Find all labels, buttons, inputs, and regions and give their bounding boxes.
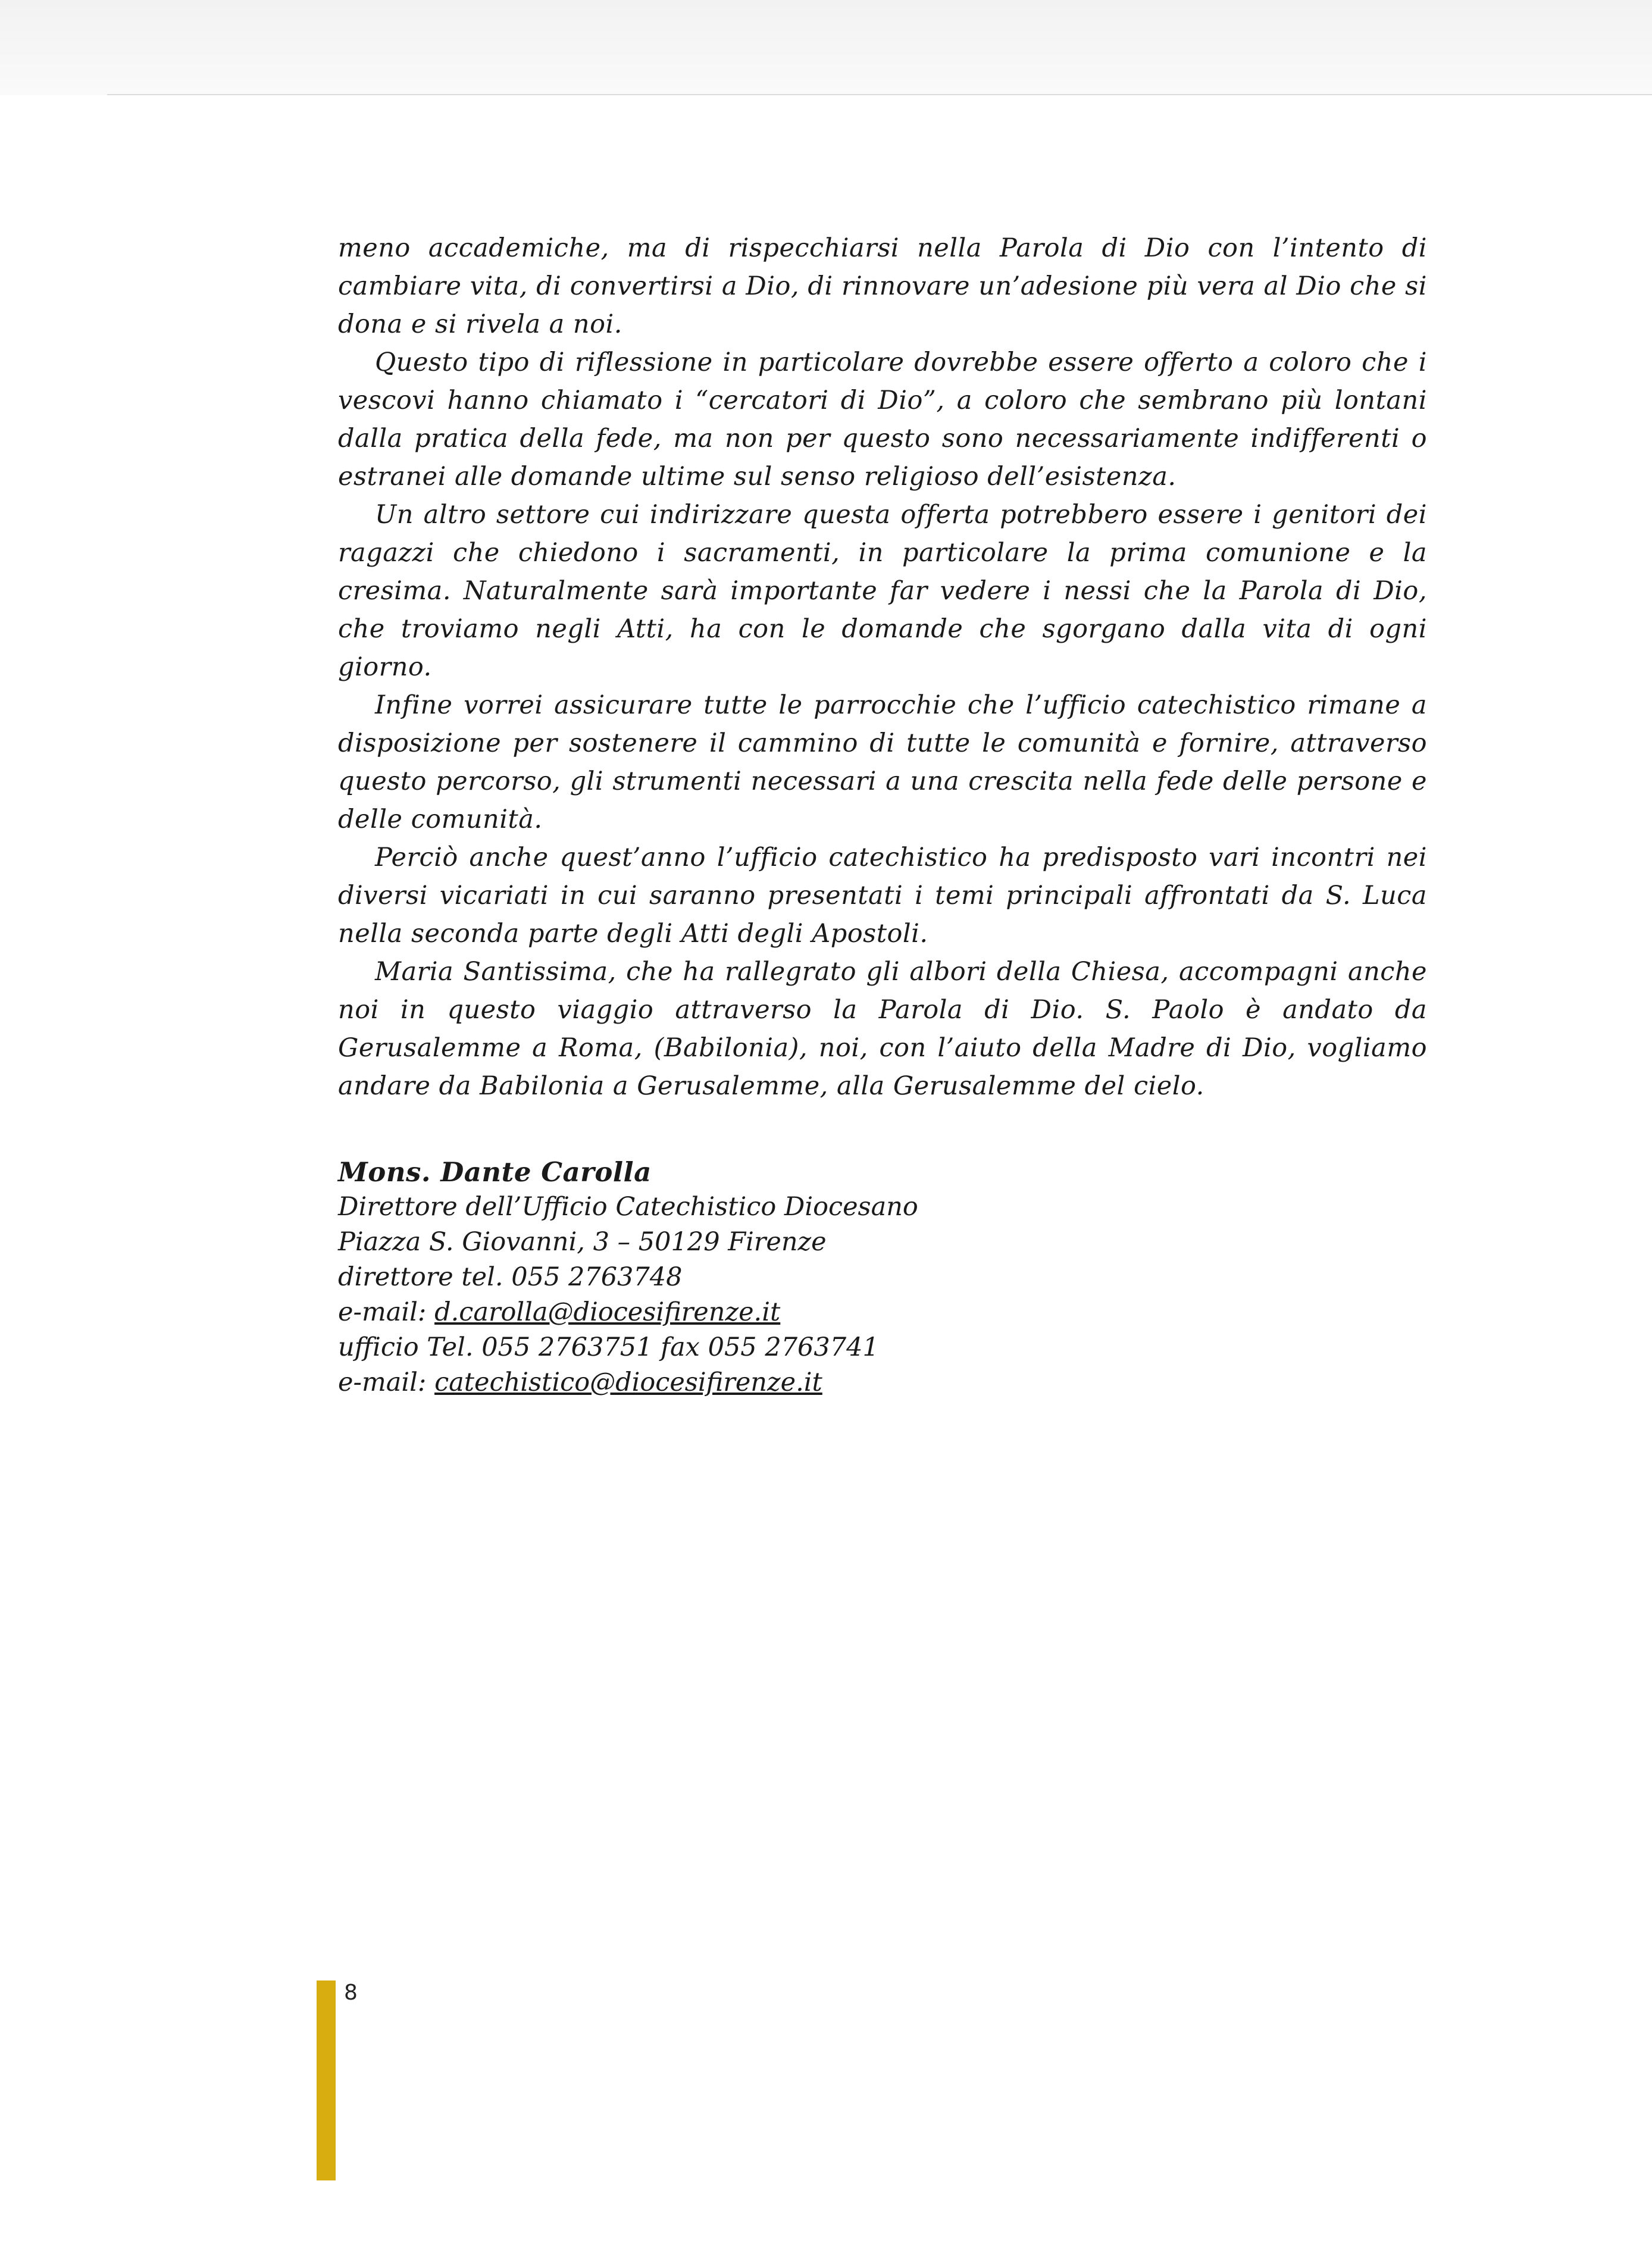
page-number: 8 xyxy=(344,1980,358,2005)
office-phone: 055 2763751 xyxy=(481,1332,653,1362)
paragraph: Un altro settore cui indirizzare questa offerta potrebbero essere i genitori dei ragazzi che chiedono i sacramenti, in particolare la prima comunione e la cresima. Naturalmente sarà importante far vedere i nessi che la Parola di Dio, che troviamo negli Atti, ha con le domande che sgorgano dalla vita di ogni giorno. xyxy=(338,500,1427,682)
paragraph: Maria Santissima, che ha rallegrato gli albori della Chiesa, accompagni anche noi in questo viaggio attraverso la Parola di Dio. S. Paolo è andato da Gerusalemme a Roma, (Babilonia), noi, con l’aiuto della Madre di Dio, vogliamo andare da Babilonia a Gerusalemme, alla Gerusalemme del cielo. xyxy=(338,957,1427,1101)
scan-background xyxy=(0,0,1652,95)
paragraph: Perciò anche quest’anno l’ufficio catechistico ha predisposto vari incontri nei diversi vicariati in cui saranno presentati i temi principali affrontati da S. Luca nella seconda parte degli Atti degli Apostoli. xyxy=(338,843,1427,949)
office-fax-label: fax xyxy=(661,1332,700,1362)
email-link-carolla[interactable]: d.carolla@diocesifirenze.it xyxy=(434,1297,781,1327)
paragraph: meno accademiche, ma di rispecchiarsi nella Parola di Dio con l’intento di cambiare vita, di convertirsi a Dio, di rinnovare un’adesione più vera al Dio che si dona e si rivela a noi. xyxy=(338,233,1427,339)
office-fax: 055 2763741 xyxy=(708,1332,879,1362)
signature-role: Direttore dell’Ufficio Catechistico Diocesano xyxy=(338,1192,918,1222)
email-line-2 xyxy=(338,1365,1171,1400)
email-label: e-mail: xyxy=(338,1297,427,1327)
director-phone-line xyxy=(338,1260,1171,1295)
email-label: e-mail: xyxy=(338,1368,427,1397)
email-line-1 xyxy=(338,1295,1171,1330)
signature-address: Piazza S. Giovanni, 3 – 50129 Firenze xyxy=(338,1227,827,1257)
email-link-catechistico[interactable]: catechistico@diocesifirenze.it xyxy=(434,1368,822,1397)
body-text xyxy=(338,229,1427,1105)
office-phone-label: ufficio Tel. xyxy=(338,1332,474,1362)
page-number-bar xyxy=(317,1980,336,2180)
director-phone-label: direttore tel. xyxy=(338,1262,503,1292)
office-phone-line xyxy=(338,1330,1171,1365)
signature-block xyxy=(338,1154,1171,1400)
signature-name: Mons. Dante Carolla xyxy=(338,1156,652,1188)
director-phone: 055 2763748 xyxy=(511,1262,683,1292)
paragraph: Questo tipo di riflessione in particolare dovrebbe essere offerto a coloro che i vescovi hanno chiamato i “cercatori di Dio”, a coloro che sembrano più lontani dalla pratica della fede, ma non per questo sono necessariamente indifferenti o estranei alle domande ultime sul senso religioso dell’esistenza. xyxy=(338,348,1427,492)
paragraph: Infine vorrei assicurare tutte le parrocchie che l’ufficio catechistico rimane a disposizione per sostenere il cammino di tutte le comunità e fornire, attraverso questo percorso, gli strumenti necessari a una crescita nella fede delle persone e delle comunità. xyxy=(338,690,1427,834)
